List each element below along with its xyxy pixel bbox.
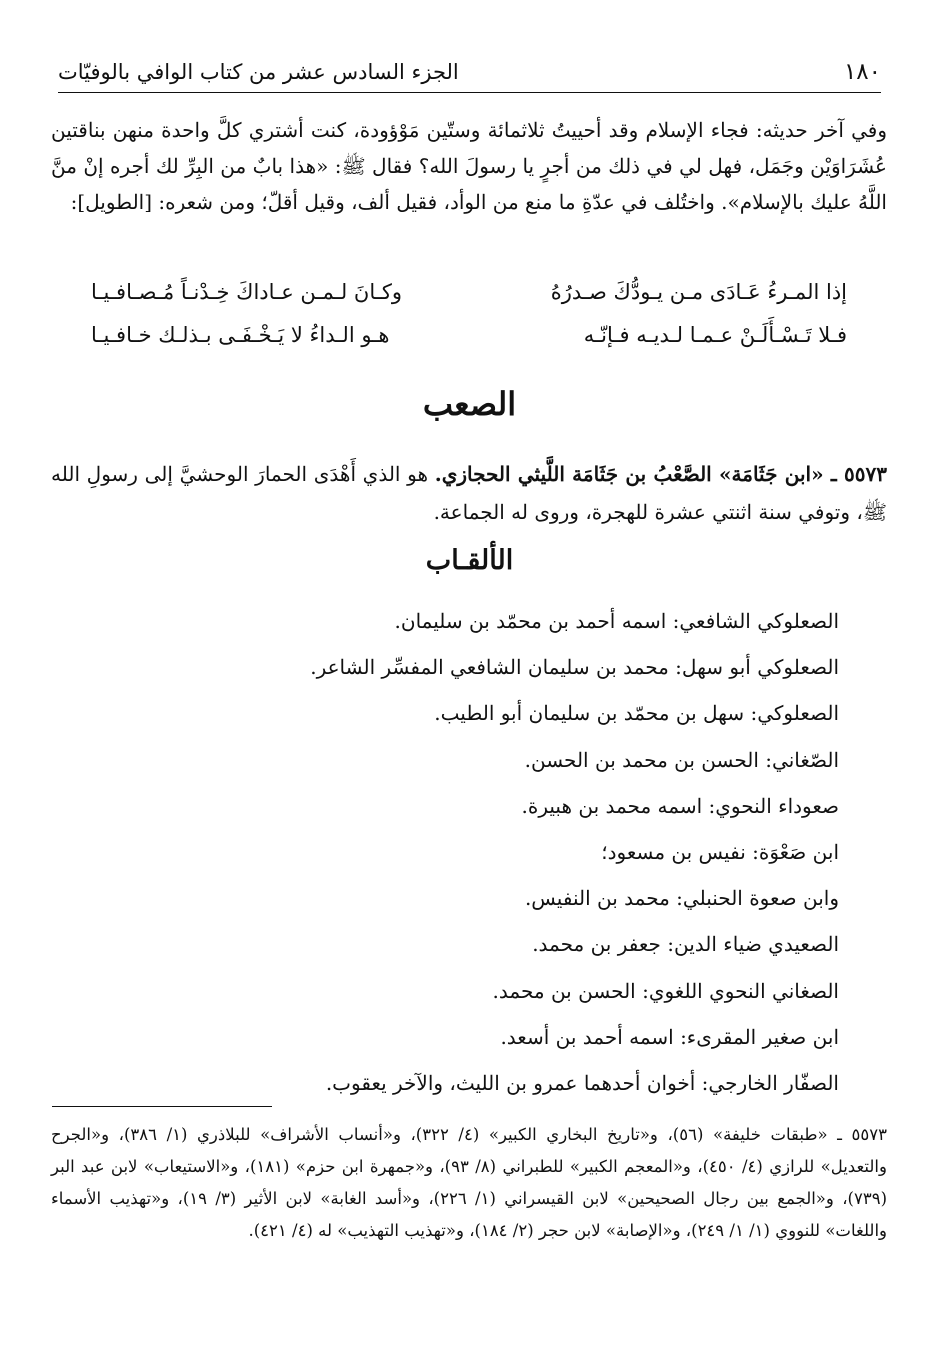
intro-paragraph: [51, 112, 887, 220]
verse-line-1: [91, 280, 847, 304]
list-item: الصفّار الخارجي: أخوان أحدهما عمرو بن الليث، والآخر يعقوب.: [325, 1071, 839, 1096]
list-item: الصّغاني: الحسن بن محمد بن الحسن.: [524, 747, 839, 772]
list-item: الصعلوكي أبو سهل: محمد بن سليمان الشافعي المفسِّر الشاعر.: [310, 655, 839, 680]
running-head-title: الجزء السادس عشر من كتاب الوافي بالوفيّات: [58, 60, 459, 84]
intro-text: وفي آخر حديثه: فجاء الإسلام وقد أحييتُ ثلاثمائة وستّين مَوْؤودة، كنت أشتري كلَّ واحدة منهن بناقتين عُشَرَاوَيْن وجَمَل، فهل لي في ذلك من أجرٍ يا رسولَ الله؟ فقال ﷺ: «هذا بابٌ من البِرِّ لك أجره إنْ منَّ اللَّهُ عليك بالإسلام». واختُلف في عدّةِ ما منع من الوأد، فقيل ألف، وقيل أقلّ؛ ومن شعره: [الطويل]:: [51, 118, 887, 214]
list-item: الصعيدي ضياء الدين: جعفر بن محمد.: [532, 932, 839, 957]
verse-hemistich-first: فـلا تَـسْـأَلَـنْ عـمـا لـديـه فـإنّـه: [583, 323, 847, 347]
verse-hemistich-second: هـو الـداءُ لا يَـخْـفَـى بـذلـك خـافـيـا: [91, 323, 390, 347]
list-item: الصعلوكي الشافعي: اسمه أحمد بن محمّد بن سليمان.: [394, 609, 839, 633]
section-title: الصعب: [422, 385, 517, 423]
entry-body: هو الذي أَهْدَى الحمارَ الوحشيَّ إلى رسولِ الله ﷺ، وتوفي سنة اثنتي عشرة للهجرة، وروى له الجماعة.: [51, 462, 887, 524]
entry-heading: ٥٥٧٣ ـ «ابن جَثَامَة» الصَّعْبُ بن جَثَامَة اللَّيثي الحجازي.: [434, 462, 887, 486]
alqab-heading: الألقـاب: [425, 545, 514, 576]
list-item: صعوداء النحوي: اسمه محمد بن هبيرة.: [521, 793, 839, 818]
page-number: ١٨٠: [843, 59, 881, 85]
alqab-list: [99, 598, 839, 1106]
footnote: [51, 1119, 887, 1247]
list-item: وابن صعوة الحنبلي: محمد بن النفيس.: [524, 886, 839, 911]
footnote-divider: [52, 1106, 272, 1107]
verse-hemistich-second: وكـانَ لـمـن عـاداكَ خِـدْنـاً مُـصـافـيـا: [91, 280, 403, 304]
list-item: ابن صَعْوَة: نفيس بن مسعود؛: [601, 840, 839, 865]
footnote-text: ٥٥٧٣ ـ «طبقات خليفة» (٥٦)، و«تاريخ البخاري الكبير» (٤/ ٣٢٢)، و«أنساب الأشراف» للبلاذري (١/ ٣٨٦)، و«الجرح والتعديل» للرازي (٤/ ٤٥٠)، و«المعجم الكبير» للطبراني (٨/ ٩٣)، و«جمهرة ابن حزم» (١٨١)، و«الاستيعاب» لابن عبد البر (٧٣٩)، و«الجمع بين رجال الصحيحين» لابن القيسراني (١/ ٢٢٦)، و«أسد الغابة» لابن الأثير (٣/ ١٩)، و«تهذيب الأسماء واللغات» للنووي (١/ ١/ ٢٤٩)، و«الإصابة» لابن حجر (٢/ ١٨٤)، و«تهذيب التهذيب» له (٤/ ٤٢١).: [51, 1125, 887, 1240]
verse-line-2: [91, 323, 847, 347]
list-item: ابن صغير المقرىء: اسمه أحمد بن أسعد.: [500, 1024, 839, 1049]
running-head: [58, 52, 881, 93]
entry-paragraph: [51, 455, 887, 531]
list-item: الصعلوكي: سهل بن محمّد بن سليمان أبو الطيب.: [434, 701, 839, 726]
biography-entry: [51, 455, 887, 531]
list-item: الصغاني النحوي اللغوي: الحسن بن محمد.: [492, 978, 839, 1003]
verse-hemistich-first: إذا المـرءُ عَـادَى مـن يـودُّكَ صـدرُهُ: [550, 280, 847, 304]
